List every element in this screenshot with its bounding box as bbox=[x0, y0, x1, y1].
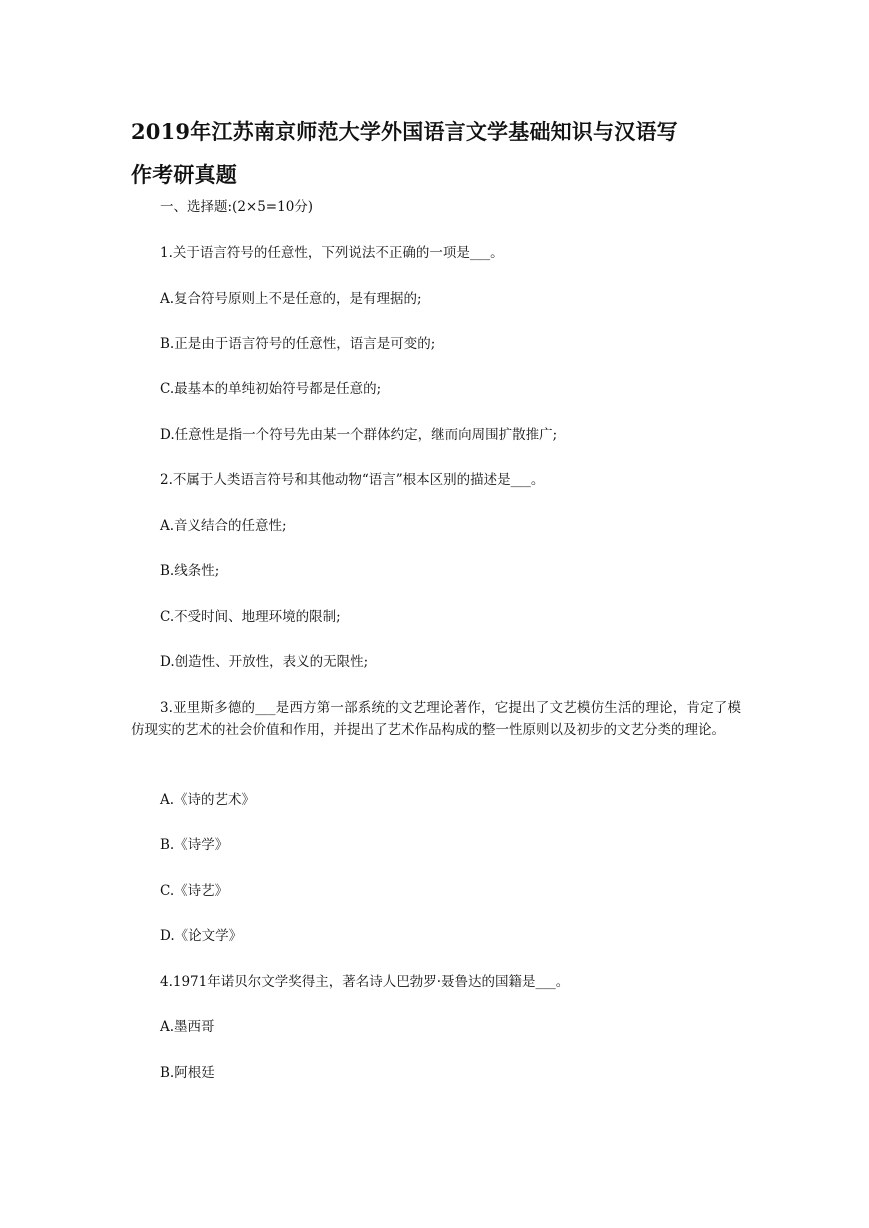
document-title bbox=[131, 110, 731, 196]
question-2-option-b: B.线条性; bbox=[160, 563, 220, 579]
question-1-option-d: D.任意性是指一个符号先由某一个群体约定，继而向周围扩散推广; bbox=[160, 427, 558, 443]
question-3-option-a: A.《诗的艺术》 bbox=[160, 792, 256, 808]
question-1-option-a: A.复合符号原则上不是任意的，是有理据的; bbox=[160, 291, 422, 307]
question-4-stem: 4.1971年诺贝尔文学奖得主，著名诗人巴勃罗·聂鲁达的国籍是___。 bbox=[160, 974, 570, 990]
question-3-option-d: D.《论文学》 bbox=[160, 928, 243, 944]
title-line-1: 2019年江苏南京师范大学外国语言文学基础知识与汉语写 bbox=[131, 119, 678, 144]
question-2-stem: 2.不属于人类语言符号和其他动物“语言”根本区别的描述是___。 bbox=[160, 472, 545, 488]
question-3-option-c: C.《诗艺》 bbox=[160, 883, 229, 899]
question-1-option-c: C.最基本的单纯初始符号都是任意的; bbox=[160, 381, 382, 397]
question-4-option-a: A.墨西哥 bbox=[160, 1019, 215, 1035]
question-2-option-d: D.创造性、开放性，表义的无限性; bbox=[160, 654, 369, 670]
title-line-2: 作考研真题 bbox=[131, 162, 237, 187]
question-1-option-b: B.正是由于语言符号的任意性，语言是可变的; bbox=[160, 336, 436, 352]
question-4-option-b: B.阿根廷 bbox=[160, 1065, 215, 1081]
question-1-stem: 1.关于语言符号的任意性，下列说法不正确的一项是___。 bbox=[160, 245, 504, 261]
section-heading: 一、选择题:(2×5=10分) bbox=[160, 199, 314, 215]
question-2-option-c: C.不受时间、地理环境的限制; bbox=[160, 609, 341, 625]
question-3-option-b: B.《诗学》 bbox=[160, 837, 229, 853]
question-3-stem: 3.亚里斯多德的___是西方第一部系统的文艺理论著作，它提出了文艺模仿生活的理论，肯定了模仿现实的艺术的社会价值和作用，并提出了艺术作品构成的整一性原则以及初步的文艺分类的理论。 bbox=[131, 700, 741, 738]
question-2-option-a: A.音义结合的任意性; bbox=[160, 518, 287, 534]
